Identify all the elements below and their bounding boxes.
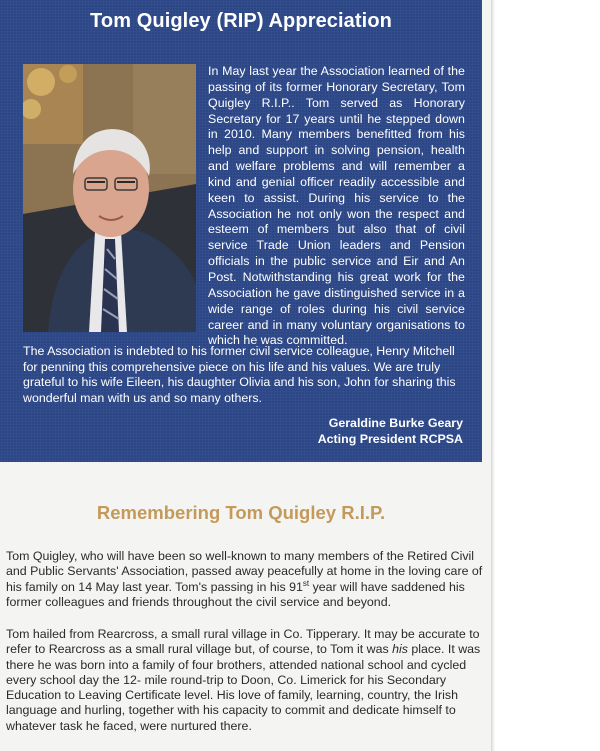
remembering-paragraph-1 <box>6 549 483 610</box>
remembering-heading: Remembering Tom Quigley R.I.P. <box>96 502 386 523</box>
page-edge <box>491 0 495 751</box>
remembering-paragraph-2 <box>6 627 483 734</box>
p1-text-start: Tom Quigley, who will have been so well-known to many members of the Retired Civil and Public Servants' Association, passed away peacefully at home in the loving care of his family on 14 May last year. Tom's passing in his 91 <box>6 549 483 594</box>
signature-name: Geraldine Burke Geary <box>328 416 463 430</box>
appreciation-title: Tom Quigley (RIP) Appreciation <box>90 10 392 32</box>
p2-text-start: Tom hailed from Rearcross, a small rural village in Co. Tipperary. It may be accurate to refer to Rearcross as a small rural village but, of course, to Tom it was <box>6 627 480 657</box>
p2-emphasis: his <box>392 642 408 657</box>
p2-text-end: place. It was there he was born into a family of four brothers, attended national school and cycled every school day the 12- mile round-trip to Doon, Co. Limerick for his Secondary Education to Leaving Certificate level. His love of family, learning, country, the Irish language and hurling, together with his capacity to commit and dedicate himself to whatever task he faced, were nurtured there. <box>6 642 481 733</box>
p1-superscript: st <box>302 578 310 588</box>
portrait-photo <box>23 64 196 332</box>
appreciation-closing-text: The Association is indebted to his former civil service colleague, Henry Mitchell for penning this comprehensive piece on his life and his values. We are truly grateful to his wife Eileen, his daughter Olivia and his son, John for sharing this wonderful man with us and so many others. <box>23 344 456 405</box>
appreciation-panel <box>0 0 482 462</box>
signature-role: Acting President RCPSA <box>317 432 463 446</box>
appreciation-column-text: In May last year the Association learned of the passing of its former Honorary Secretary, Tom Quigley R.I.P.. Tom served as Honorary Secretary for 17 years until he stepped down in 2010. Many members benefitted from his help and support in solving pension, health and welfare problems and will remember a kind and genial officer readily accessible and keen to assist. During his service to the Association he not only won the respect and esteem of members but also that of civil service Trade Union leaders and Pension officials in the public service and Eir and An Post. Notwithstanding his great work for the Association he gave distinguished service in a wide range of roles during his civil service career and in many voluntary organisations to which he was committed. <box>208 64 465 348</box>
signature-block <box>318 415 463 447</box>
p1-text-end: year will have saddened his former colleagues and friends throughout the civil service and beyond. <box>6 579 465 609</box>
